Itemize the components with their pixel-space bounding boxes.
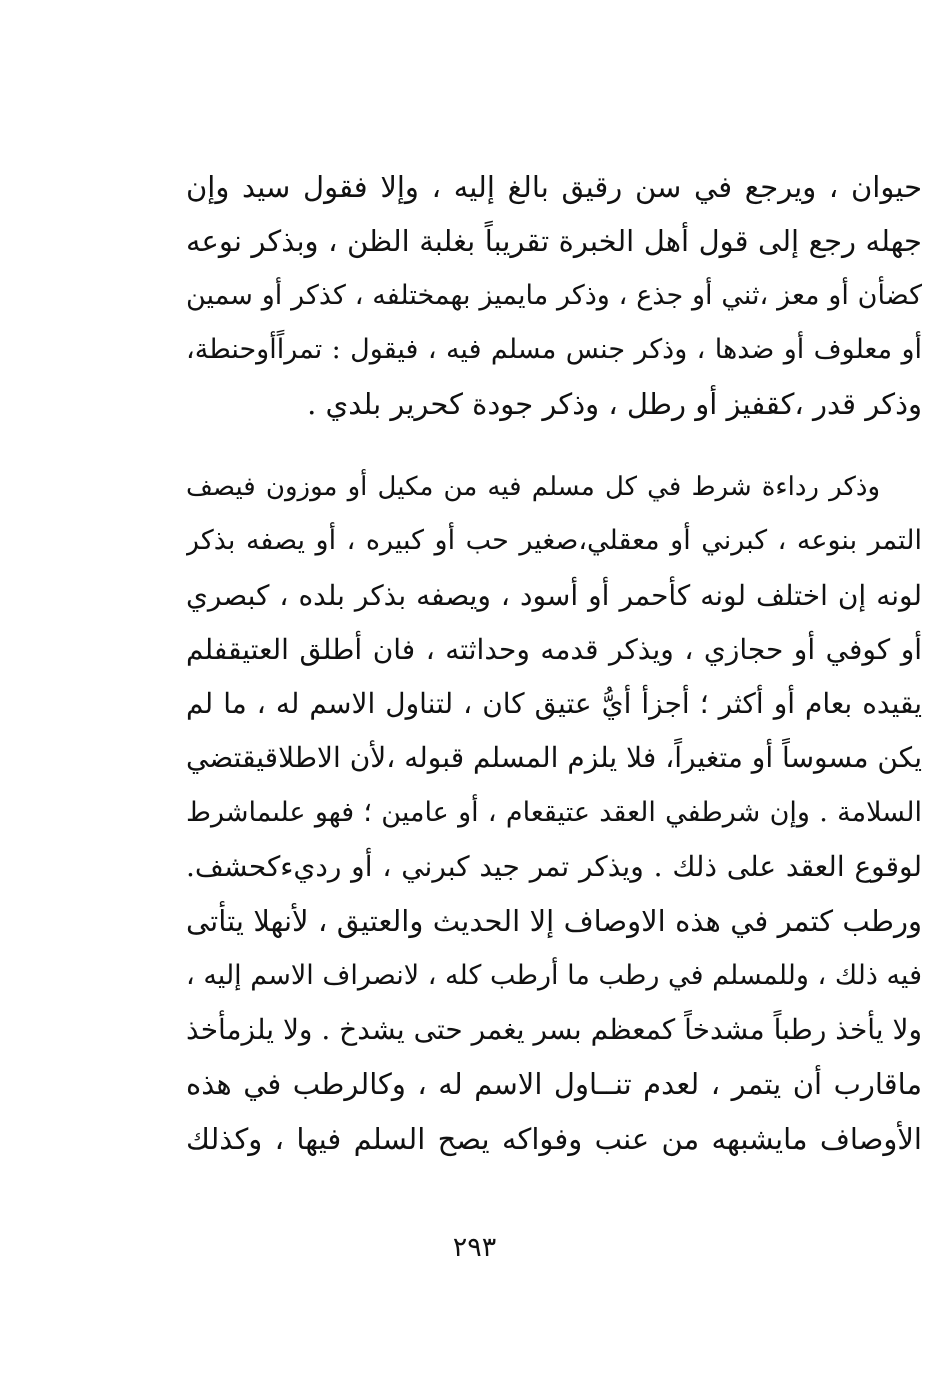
text-line: أو معلوف أو ضدها ، وذكر جنس مسلم فيه ، فيقول : تمراًأوحنطة، <box>186 333 922 365</box>
text-line: يقيده بعام أو أكثر ؛ أجزأ أيُّ عتيق كان ، لتناول الاسم له ، ما لم <box>186 687 922 721</box>
text-line: وذكر رداءة شرط في كل مسلم فيه من مكيل أو موزون فيصف <box>186 472 880 502</box>
text-line: لونه إن اختلف لونه كأحمر أو أسود ، ويصفه بذكر بلده ، كبصري <box>186 578 922 612</box>
text-line: التمر بنوعه ، كبرني أو معقلي،صغير حب أو كبيره ، أو يصفه بذكر <box>186 525 922 557</box>
text-line: جهله رجع إلى قول أهل الخبرة تقريباً بغلبة الظن ، وبذكر نوعه <box>186 224 922 259</box>
paragraph-2 <box>186 460 922 1166</box>
page-number: ٢٩٣ <box>452 1232 497 1263</box>
text-line: الأوصاف مايشبهه من عنب وفواكه يصح السلم فيها ، وكذلك <box>186 1121 922 1156</box>
text-line: كضأن أو معز ،ثني أو جذع ، وذكر مايميز بهمختلفه ، كذكر أو سمين <box>186 279 922 311</box>
text-line: وذكر قدر ،كقفيز أو رطل ، وذكر جودة كحرير بلدي . <box>307 387 922 422</box>
text-line: يكن مسوساً أو متغيراً، فلا يلزم المسلم قبوله ،لأن الاطلاقيقتضي <box>186 741 922 775</box>
paragraph-1 <box>186 160 922 431</box>
text-line: ماقارب أن يتمر ، لعدم تنــاول الاسم له ، وكالرطب في هذه <box>186 1067 922 1102</box>
text-line: السلامة . وإن شرطفي العقد عتيقعام ، أو عامين ؛ فهو علىماشرط <box>186 796 922 828</box>
text-line: لوقوع العقد على ذلك . ويذكر تمر جيد كبرني ، أو رديءكحشف. <box>186 850 922 884</box>
text-line: ولا يأخذ رطباً مشدخاً كمعظم بسر يغمر حتى يشدخ . ولا يلزمأخذ <box>186 1012 922 1046</box>
text-line: ورطب كتمر في هذه الاوصاف إلا الحديث والعتيق ، لأنهلا يتأتى <box>186 904 922 939</box>
text-line: حيوان ، ويرجع في سن رقيق بالغ إليه ، وإلا فقول سيد وإن <box>186 170 922 204</box>
text-line: فيه ذلك ، وللمسلم في رطب ما أرطب كله ، لانصراف الاسم إليه ، <box>186 959 922 991</box>
text-line: أو كوفي أو حجازي ، ويذكر قدمه وحداثته ، فان أطلق العتيقفلم <box>186 632 922 666</box>
